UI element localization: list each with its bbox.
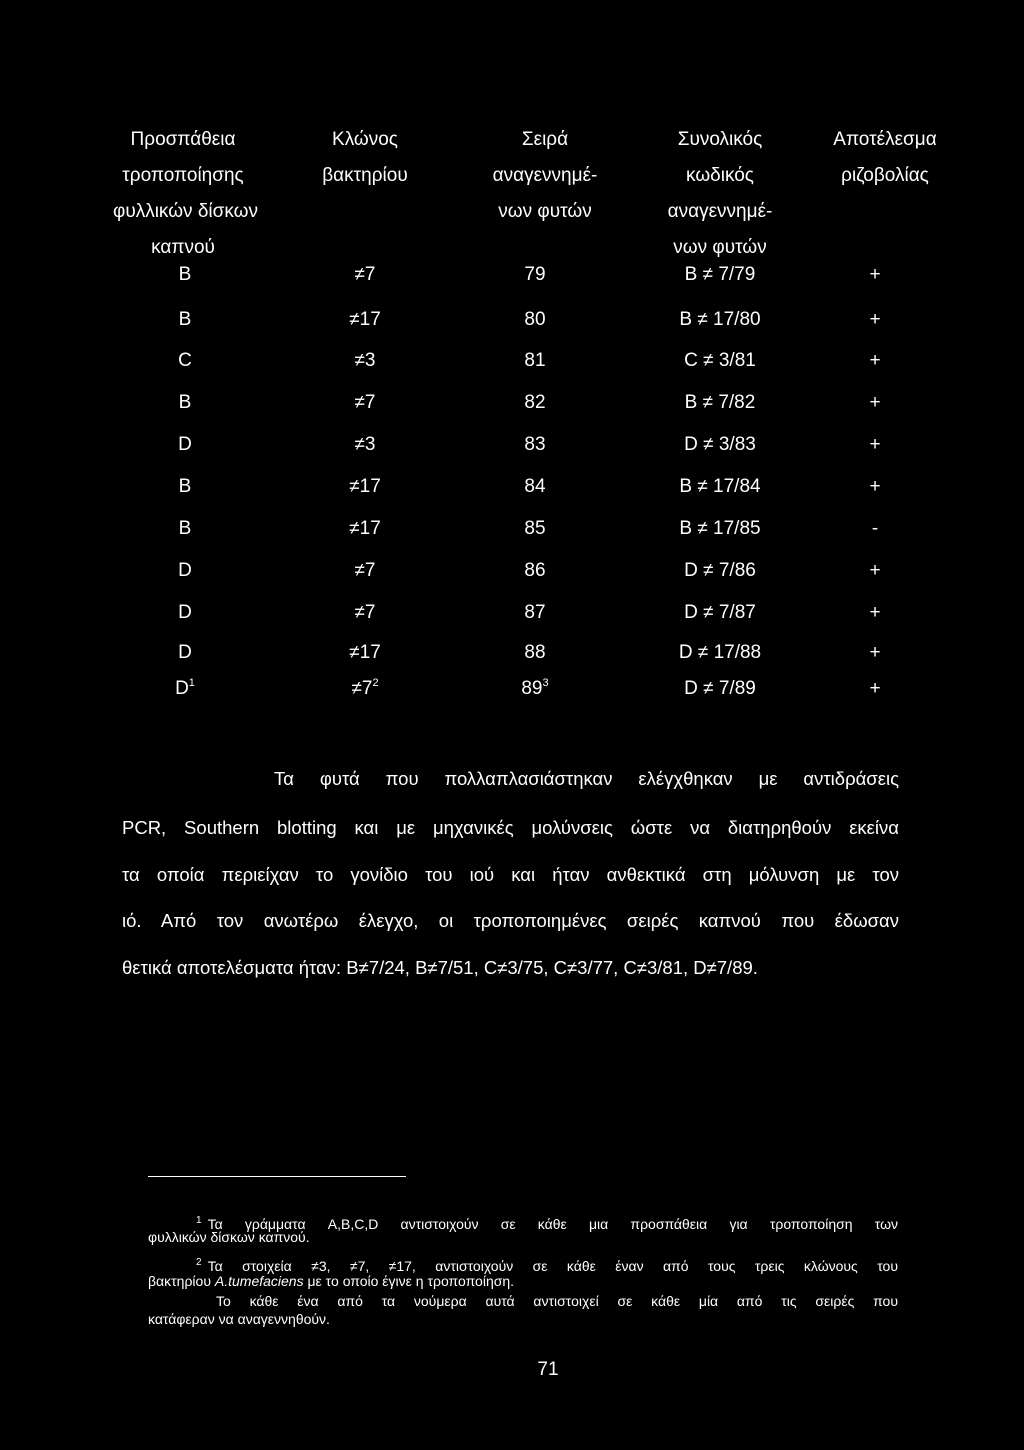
table-cell: D xyxy=(178,602,192,623)
table-cell: ≠7 xyxy=(354,602,376,623)
table-cell: 84 xyxy=(524,476,546,497)
table-cell: + xyxy=(869,602,881,623)
table-cell: ≠3 xyxy=(354,434,376,455)
table-cell: ≠17 xyxy=(349,476,381,497)
table-cell: C xyxy=(178,350,192,371)
table-cell: ≠7 xyxy=(354,560,376,581)
table-cell: + xyxy=(869,309,881,330)
footnote-2: $^2$ Τα στοιχεία ≠3, ≠7, ≠17, αντιστοιχούν σε κάθε έναν από τους τρεις κλώνους του xyxy=(196,1257,898,1274)
table-cell: C ≠ 3/81 xyxy=(684,350,756,371)
table-cell: D xyxy=(178,560,192,581)
header-code: Συνολικός κωδικός αναγεννημέ- νων φυτών xyxy=(667,129,773,258)
table-cell: 86 xyxy=(524,560,546,581)
table-cell: D ≠ 7/86 xyxy=(684,560,756,581)
table-cell: + xyxy=(869,392,881,413)
table-cell: B ≠ 17/84 xyxy=(679,476,761,497)
table-cell: D xyxy=(178,642,192,663)
table-cell: 88 xyxy=(524,642,546,663)
table-cell: + xyxy=(869,642,881,663)
table-cell: ≠17 xyxy=(349,642,381,663)
header-rooting: Αποτέλεσμα ριζοβολίας xyxy=(833,129,937,186)
table-cell: B ≠ 7/82 xyxy=(684,392,756,413)
table-cell: 79 xyxy=(524,264,546,285)
table-cell: + xyxy=(869,560,881,581)
table-cell: 85 xyxy=(524,518,546,539)
table-cell: ≠3 xyxy=(354,350,376,371)
table-cell: B xyxy=(178,518,192,539)
table-cell: + xyxy=(869,350,881,371)
table-cell: ≠7 xyxy=(354,392,376,413)
table-cell: + xyxy=(869,264,881,285)
table-cell: 82 xyxy=(524,392,546,413)
footnote-3: Το κάθε ένα από τα νούμερα αυτά αντιστοιχεί σε κάθε μία από τις σειρές που xyxy=(216,1293,898,1309)
table-cell: ≠17 xyxy=(349,309,381,330)
table-cell: 81 xyxy=(524,350,546,371)
table-cell: - xyxy=(871,518,879,539)
table-cell: D ≠ 17/88 xyxy=(678,642,762,663)
table-cell: 80 xyxy=(524,309,546,330)
table-cell: D ≠ 7/87 xyxy=(684,602,756,623)
table-cell: B xyxy=(178,264,192,285)
header-line: Σειρά αναγεννημέ- νων φυτών xyxy=(492,129,598,222)
table-cell: + xyxy=(869,476,881,497)
page-number: 71 xyxy=(537,1359,559,1380)
table-cell: 83 xyxy=(524,434,546,455)
table-cell: B xyxy=(178,392,192,413)
table-cell: D ≠ 3/83 xyxy=(684,434,756,455)
table-cell: ≠7 xyxy=(354,264,376,285)
table-cell: ≠17 xyxy=(349,518,381,539)
table-cell: B ≠ 17/85 xyxy=(679,518,761,539)
table-cell: B ≠ 7/79 xyxy=(684,264,756,285)
table-cell: B xyxy=(178,476,192,497)
header-clone: Κλώνος βακτηρίου xyxy=(322,129,408,186)
table-cell: B xyxy=(178,309,192,330)
document-page: Προσπάθεια τροποποίησης φυλλικών δίσκων καπνού Κλώνος βακτηρίου Σειρά αναγεννημέ- νων φυτών Συνολικός κωδικός αναγεννημέ- νων φυτών Αποτέλεσμα ριζοβολίας B ≠7 79 B ≠ 7/79 + B ≠17 80 B ≠ 17/80 + C ≠3 81 C ≠ 3/81 + B ≠7 82 B ≠ 7/82 + D ≠3 83 D ≠ 3/83 + B ≠17 84 B ≠ 17/84 + B ≠17 85 B ≠ 17/85 - D ≠7 86 D ≠ 7/86 + D ≠7 87 D ≠ 7/87 + D ≠17 88 D ≠ 17/88 + $D^1$ $\ne 7^2$ $89^3$ D ≠ 7/89 + Τα φυτά που πολλαπλασιάστηκαν ελέγχθηκαν με αντιδράσεις PCR, Southern blotting και με μηχανικές μολύνσεις ώστε να διατηρηθούν εκείνα τα οποία περιείχαν το γονίδιο του ιού και ήταν ανθεκτικά στη μόλυνση με τον ιό. Από τον ανωτέρω έλεγχο, οι τροποποιημένες σειρές καπνού που έδωσαν θετικά αποτελέσματα ήταν: B≠7/24, B≠7/51, C≠3/75, C≠3/77, C≠3/81, D≠7/89. $^1$ Τα γράμματα A,B,C,D αντιστοιχούν σε κάθε μια προσπάθεια για τροποποίηση των φυλλικών δίσκων καπνού. $^2$ Τα στοιχεία ≠3, ≠7, ≠17, αντιστοιχούν σε κάθε έναν από τους τρεις κλώνους του βακτηρίου A.tumefaciens με το οποίο έγινε η τροποποίηση. Το κάθε ένα από τα νούμερα αυτά αντιστοιχεί σε κάθε μία από τις σειρές που κατάφεραν να αναγεννηθούν. 71 xyxy=(0,0,1024,1450)
footnote-1: $^1$ Τα γράμματα A,B,C,D αντιστοιχούν σε κάθε μια προσπάθεια για τροποποίηση των xyxy=(196,1215,898,1232)
table-cell: B ≠ 17/80 xyxy=(679,309,761,330)
table-cell: 87 xyxy=(524,602,546,623)
table-cell: D xyxy=(178,434,192,455)
table-cell: + xyxy=(869,434,881,455)
header-attempt: Προσπάθεια τροποποίησης φυλλικών δίσκων καπνού xyxy=(113,129,258,258)
footnote-rule xyxy=(148,1176,406,1177)
